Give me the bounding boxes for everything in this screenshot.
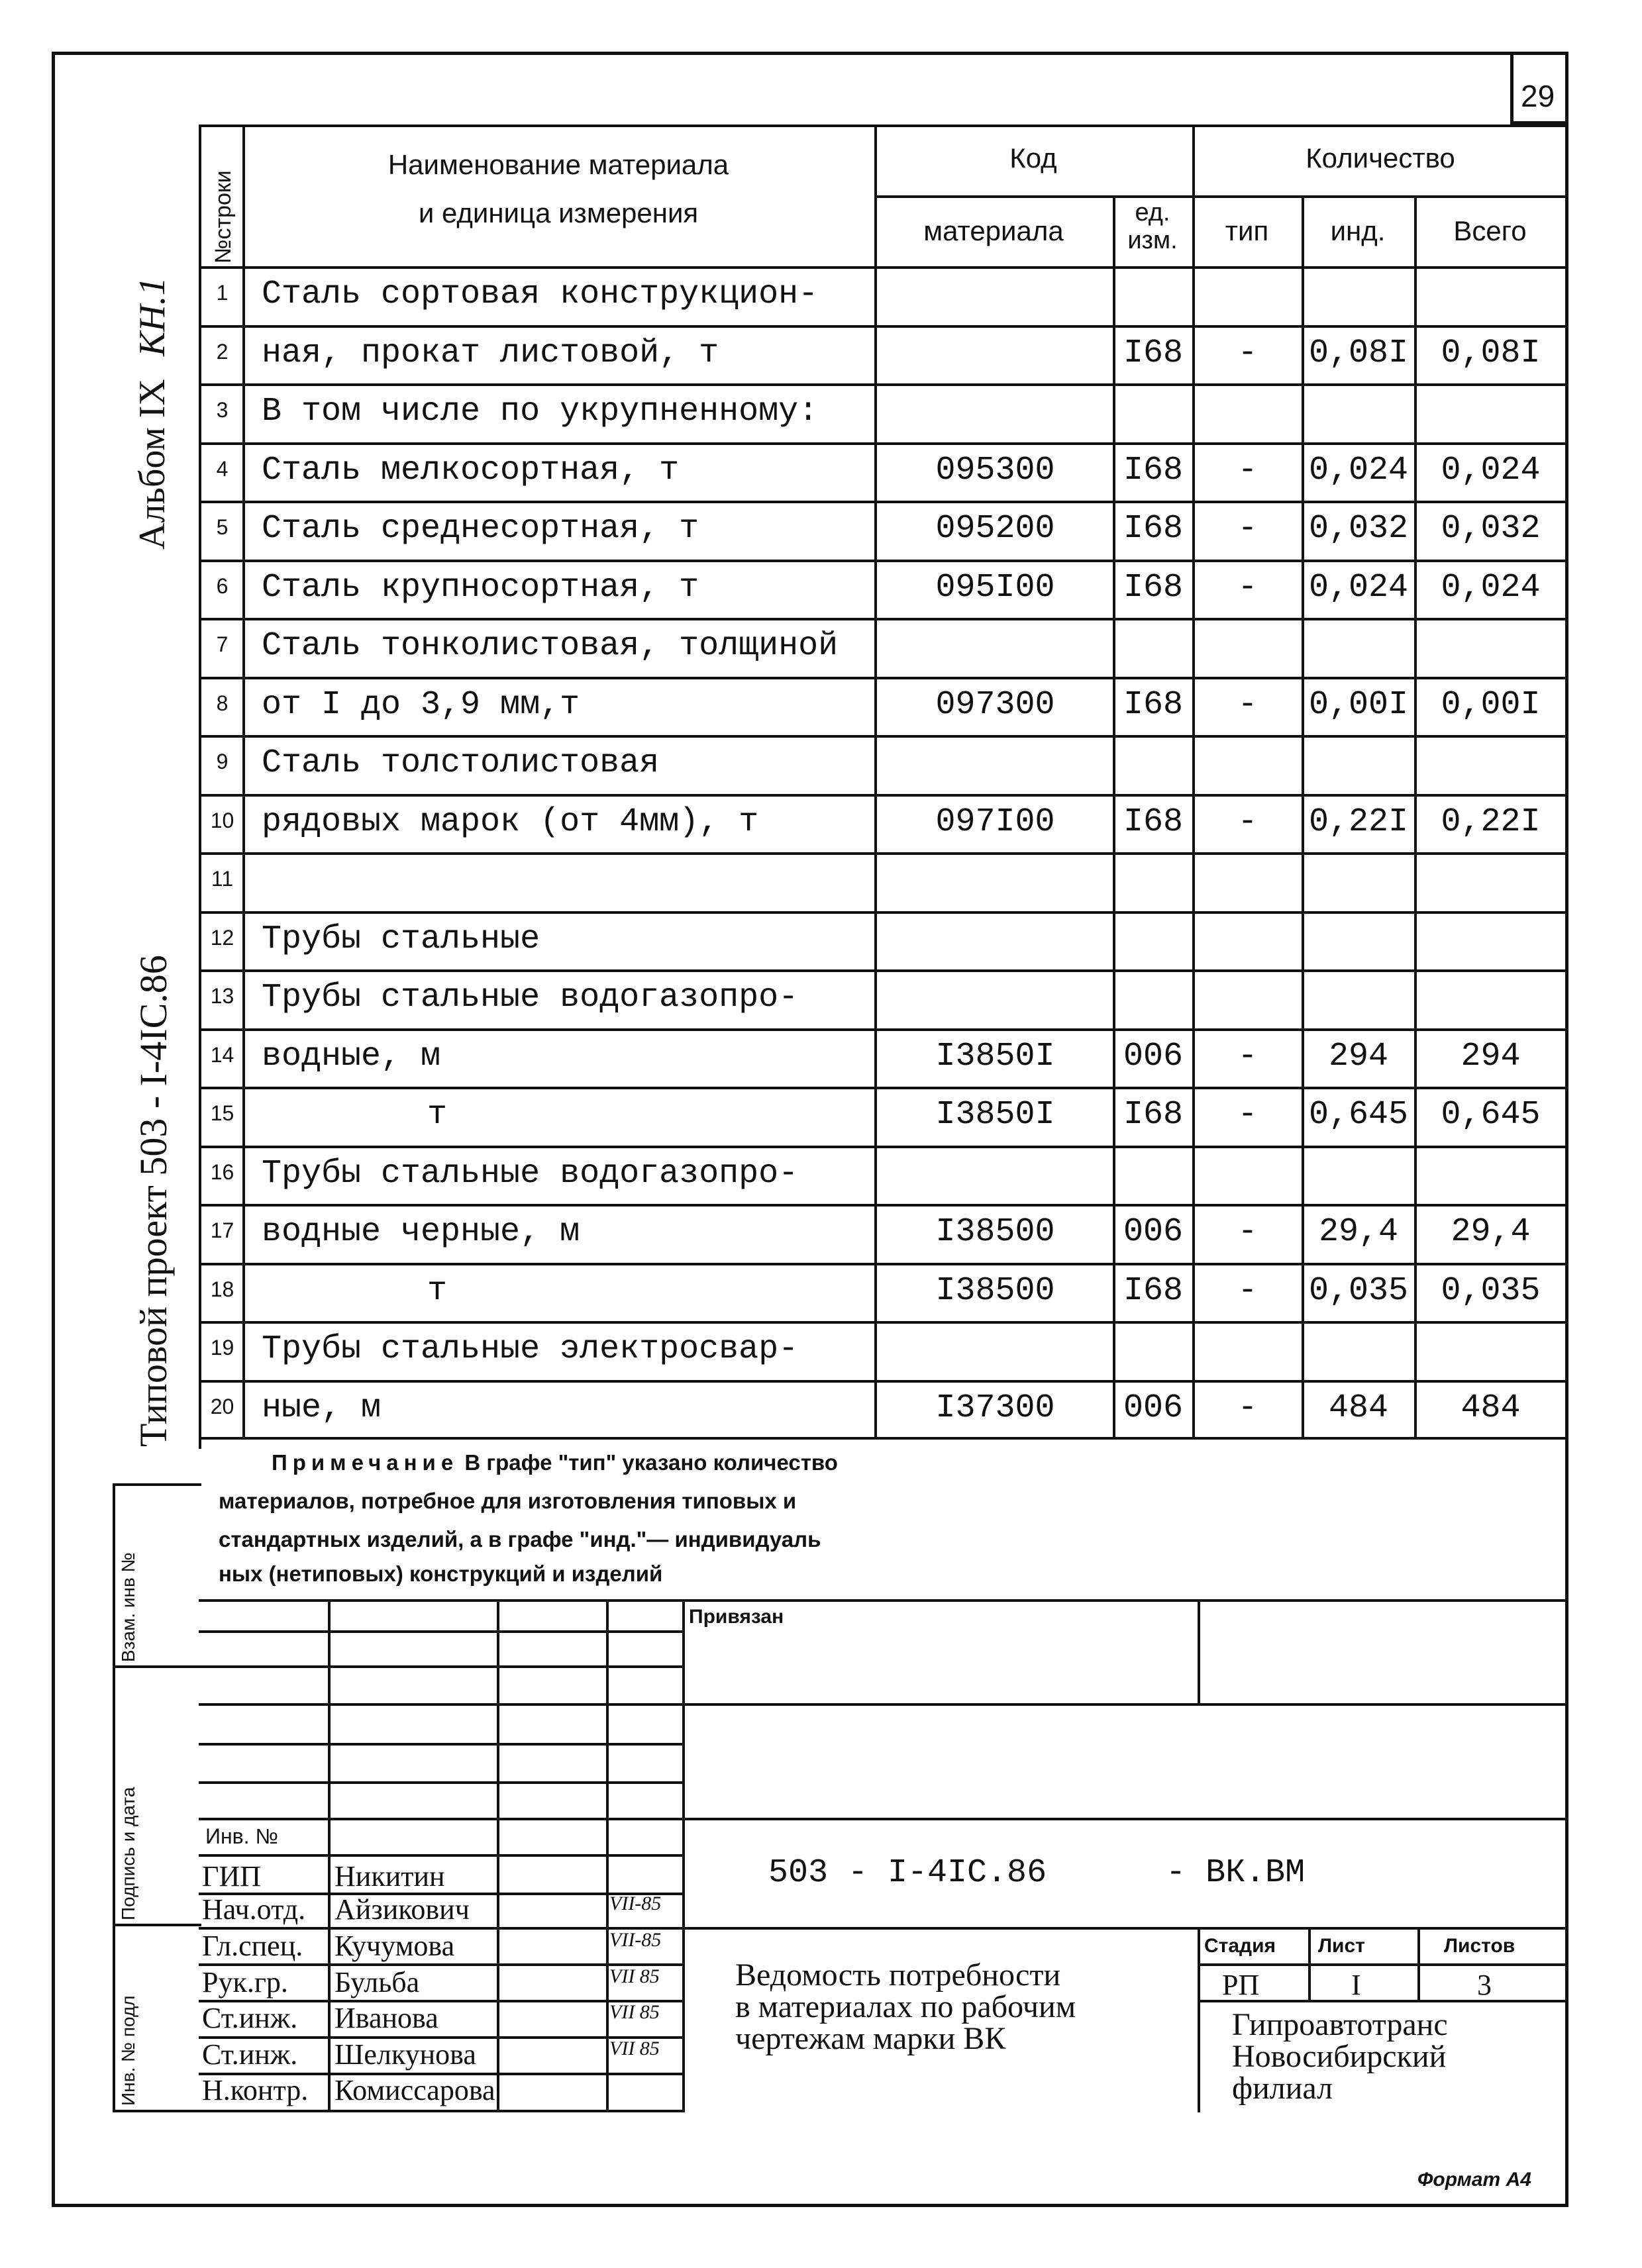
header-q-total: Всего [1453,215,1527,246]
row-divider [199,911,1568,914]
cell-name: В том числе по укрупненному: [262,393,819,430]
note-line3: стандартных изделий, а в графе "инд."— индивидуаль [219,1527,821,1552]
cell-total: 294 [1461,1038,1521,1075]
cell-n: 17 [210,1218,234,1242]
cell-n: 19 [210,1336,234,1359]
cell-code: I3850I [935,1096,1055,1134]
cell-unit: 006 [1123,1389,1183,1427]
signature-role: Н.контр. [202,2074,309,2106]
cell-name: Трубы стальные водогазопро- [262,979,799,1016]
sheet-label: Лист [1318,1935,1365,1957]
cell-ind: 0,22I [1308,803,1409,841]
cell-total: 0,645 [1441,1096,1541,1134]
cell-name: Сталь толстолистовая [262,744,660,782]
cell-name: водные, м [262,1038,441,1075]
cell-n: 10 [210,809,234,832]
row-divider [199,677,1568,679]
row-divider [199,325,1568,328]
cell-name: Трубы стальные водогазопро- [262,1155,799,1193]
row-divider [199,1204,1568,1207]
cell-name: т [427,1272,448,1310]
side-inv-podl: Инв. № подл [118,1995,138,2106]
cell-n: 5 [216,515,229,539]
cell-n: 3 [216,398,229,422]
note-line4: ных (нетиповых) конструкций и изделий [219,1561,663,1586]
privyazan-label: Привязан [689,1606,784,1628]
cell-unit: I68 [1123,1272,1183,1310]
cell-type: - [1237,1272,1258,1310]
cell-total: 0,024 [1441,452,1541,489]
designation-code: 503 - I-4IC.86 [768,1854,1047,1892]
cell-ind: 484 [1328,1389,1388,1427]
row-divider [199,735,1568,738]
cell-ind: 0,032 [1308,510,1409,548]
cell-unit: I68 [1123,334,1183,372]
cell-name: Сталь тонколистовая, толщиной [262,627,839,665]
row-divider [199,1321,1568,1324]
cell-unit: I68 [1123,510,1183,548]
cell-ind: 0,024 [1308,569,1409,607]
row-divider [199,383,1568,386]
cell-n: 15 [210,1101,234,1125]
album-label-text: Альбом IX [132,379,173,550]
signature-role: Гл.спец. [202,1930,303,1962]
cell-ind: 29,4 [1318,1213,1399,1251]
inv-no-label: Инв. № [205,1824,278,1848]
side-podpis: Подпись и дата [118,1787,138,1920]
cell-type: - [1237,510,1258,548]
cell-code: I38500 [935,1272,1055,1310]
signature-role: Нач.отд. [202,1893,306,1926]
cell-total: 29,4 [1451,1213,1531,1251]
cell-name: т [427,1096,448,1134]
row-divider [199,969,1568,972]
note-title [272,1450,838,1475]
stage-value: РП [1222,1969,1260,2001]
cell-unit: I68 [1123,1096,1183,1134]
side-vzam: Взам. инв № [118,1552,138,1662]
cell-code: 095200 [935,510,1055,548]
cell-total: 0,035 [1441,1272,1541,1310]
cell-name: Трубы стальные [262,920,540,958]
signature-role: Ст.инж. [202,2002,298,2034]
cell-n: 14 [210,1043,234,1067]
cell-ind: 0,00I [1308,686,1409,724]
sheets-value: 3 [1477,1969,1492,2001]
note-line1: В графе "тип" указано количество [464,1450,838,1475]
signature-role: Рук.гр. [202,1966,288,1998]
row-divider [199,501,1568,503]
cell-code: 097I00 [935,803,1055,841]
signature-name: Айзикович [334,1893,470,1926]
cell-n: 6 [216,574,229,598]
header-row-no: №строки [211,170,236,264]
cell-total: 0,22I [1441,803,1541,841]
org-line1: Гипроавтотранс [1232,2007,1448,2042]
page-number: 29 [1521,79,1555,113]
cell-code: 095I00 [935,569,1055,607]
row-divider [199,1263,1568,1265]
org-line2: Новосибирский [1232,2039,1447,2074]
header-quantity: Количество [1306,142,1455,173]
signature-name: Никитин [334,1860,445,1893]
designation-suffix: - ВК.ВМ [1166,1854,1306,1892]
cell-unit: I68 [1123,803,1183,841]
cell-name: Сталь крупносортная, т [262,569,699,607]
cell-n: 13 [210,984,234,1008]
cell-code: 097300 [935,686,1055,724]
cell-unit: 006 [1123,1038,1183,1075]
album-handwritten: КН.1 [132,277,173,357]
cell-ind: 0,035 [1308,1272,1409,1310]
doc-title-2: в материалах по рабочим [735,1989,1076,2024]
cell-type: - [1237,686,1258,724]
signature-date: VII 85 [609,1965,660,1987]
cell-n: 12 [210,926,234,950]
cell-ind: 0,08I [1308,334,1409,372]
cell-type: - [1237,1389,1258,1427]
cell-ind: 0,645 [1308,1096,1409,1134]
cell-unit: I68 [1123,686,1183,724]
cell-type: - [1237,569,1258,607]
cell-type: - [1237,1096,1258,1134]
cell-n: 16 [210,1160,234,1184]
cell-unit: 006 [1123,1213,1183,1251]
signature-date: VII-85 [609,1893,662,1914]
cell-type: - [1237,1038,1258,1075]
cell-type: - [1237,334,1258,372]
row-divider [199,618,1568,620]
cell-code: I37300 [935,1389,1055,1427]
sheet-value: I [1351,1969,1361,2001]
row-divider [199,1087,1568,1089]
cell-name: ная, прокат листовой, т [262,334,719,372]
cell-name: Трубы стальные электросвар- [262,1330,799,1368]
cell-name: водные черные, м [262,1213,580,1251]
doc-title-1: Ведомость потребности [735,1957,1061,1993]
org-line3: филиал [1232,2071,1333,2106]
cell-name: ные, м [262,1389,382,1427]
album-label [131,277,174,550]
signature-name: Шелкунова [334,2038,476,2071]
row-divider [199,1028,1568,1031]
row-divider [199,1380,1568,1383]
stage-label: Стадия [1204,1935,1276,1957]
cell-name: Сталь мелкосортная, т [262,452,680,489]
cell-total: 484 [1461,1389,1521,1427]
note-title-text: Примечание [272,1450,459,1475]
header-name-line2: и единица измерения [418,197,699,228]
cell-name: рядовых марок (от 4мм), т [262,803,759,841]
doc-title-3: чертежам марки ВК [735,2021,1006,2056]
cell-type: - [1237,452,1258,489]
signature-name: Иванова [334,2002,438,2034]
cell-type: - [1237,803,1258,841]
cell-ind: 294 [1328,1038,1388,1075]
header-code: Код [1009,142,1057,173]
row-divider [199,794,1568,797]
cell-unit: I68 [1123,569,1183,607]
header-q-ind: инд. [1330,215,1386,246]
project-label: Типовой проект 503 - I-4IC.86 [132,955,175,1447]
signature-date: VII 85 [609,2038,660,2059]
signature-date: VII 85 [609,2001,660,2023]
designation [768,1854,1305,1892]
cell-n: 11 [211,867,234,891]
header-code-material: материала [923,215,1064,246]
cell-n: 4 [216,457,229,481]
cell-total: 0,00I [1441,686,1541,724]
signature-date: VII-85 [609,1929,662,1951]
cell-ind: 0,024 [1308,452,1409,489]
cell-type: - [1237,1213,1258,1251]
cell-n: 7 [216,632,229,656]
cell-n: 1 [216,281,229,305]
cell-n: 9 [216,750,229,773]
cell-n: 2 [216,340,229,364]
sheets-label: Листов [1444,1935,1515,1957]
cell-code: I3850I [935,1038,1055,1075]
signature-name: Бульба [334,1966,420,1998]
cell-code: I38500 [935,1213,1055,1251]
cell-n: 20 [210,1395,234,1418]
header-q-type: тип [1225,215,1269,246]
cell-name: Сталь сортовая конструкцион- [262,275,819,313]
signature-role: Ст.инж. [202,2038,298,2071]
cell-total: 0,032 [1441,510,1541,548]
row-divider [199,442,1568,445]
cell-n: 18 [210,1277,234,1301]
signature-name: Кучумова [334,1930,455,1962]
header-code-unit: ед. изм. [1127,199,1178,254]
cell-name: Сталь среднесортная, т [262,510,699,548]
cell-n: 8 [216,691,229,715]
signature-role: ГИП [202,1860,261,1893]
row-divider [199,560,1568,562]
cell-code: 095300 [935,452,1055,489]
cell-unit: I68 [1123,452,1183,489]
cell-total: 0,08I [1441,334,1541,372]
row-divider [199,1146,1568,1148]
note-line2: материалов, потребное для изготовления типовых и [219,1489,797,1513]
format-label: Формат А4 [1417,2169,1531,2191]
signature-name: Комиссарова [334,2074,495,2106]
header-name: Наименование материала [387,149,729,180]
cell-total: 0,024 [1441,569,1541,607]
cell-name: от I до 3,9 мм,т [262,686,580,724]
row-divider [199,852,1568,855]
